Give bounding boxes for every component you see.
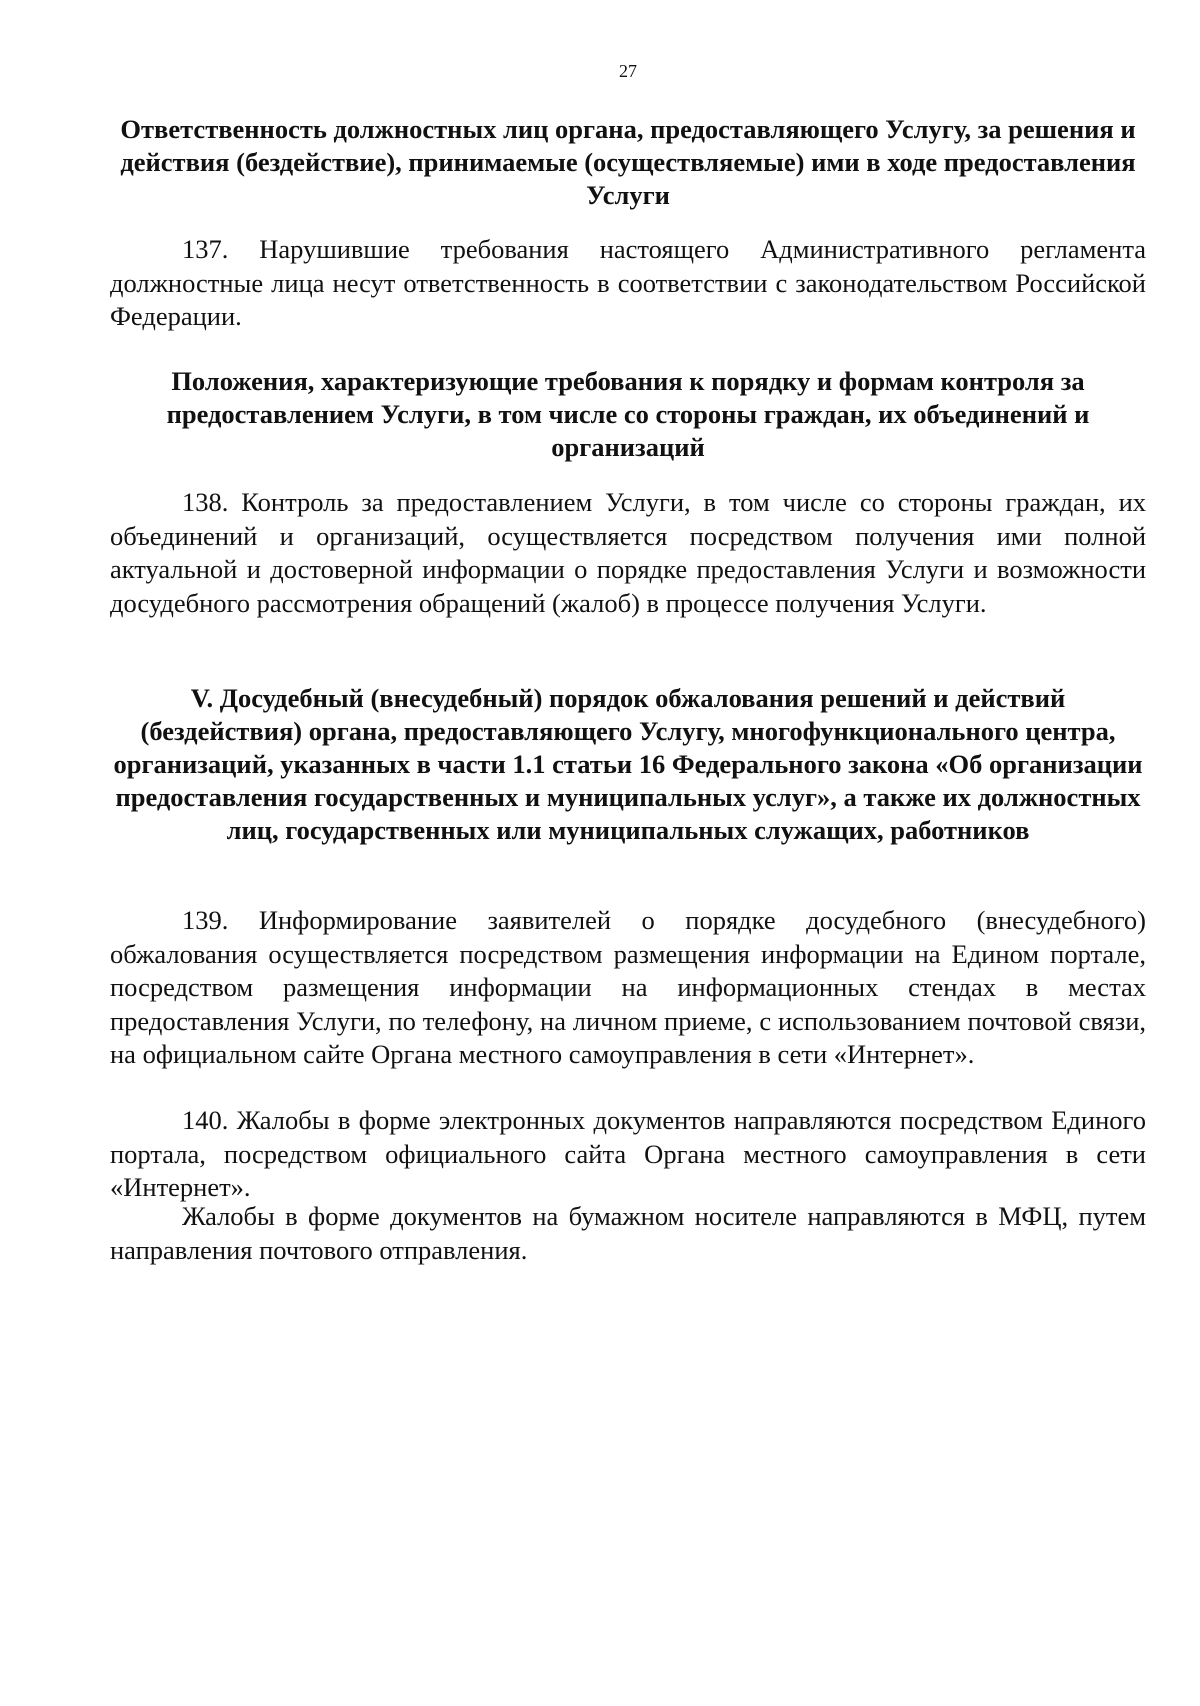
section-heading-appeal: V. Досудебный (внесудебный) порядок обжалования решений и действий (бездействия) органа, предоставляющего Услугу, многофункционального центра, организаций, указанных в части 1.1 статьи 16 Федерального закона «Об организации предоставления государственных и муниципальных услуг», а также их должностных лиц, государственных или муниципальных служащих, работников	[113, 683, 1143, 845]
paragraph-140-continued: Жалобы в форме документов на бумажном носителе направляются в МФЦ, путем направления почтового отправления.	[110, 1201, 1146, 1265]
section-heading-control: Положения, характеризующие требования к порядку и формам контроля за предоставлением Услуги, в том числе со стороны граждан, их объединений и организаций	[166, 366, 1090, 462]
page-number: 27	[619, 61, 637, 81]
paragraph-137: 137. Нарушившие требования настоящего Административного регламента должностные лица несут ответственность в соответствии с законодательством Российской Федерации.	[110, 234, 1146, 331]
paragraph-139: 139. Информирование заявителей о порядке досудебного (внесудебного) обжалования осуществляется посредством размещения информации на Едином портале, посредством размещения информации на информационных стендах в местах предоставления Услуги, по телефону, на личном приеме, с использованием почтовой связи, на официальном сайте Органа местного самоуправления в сети «Интернет».	[110, 905, 1146, 1069]
section-heading-responsibility: Ответственность должностных лиц органа, предоставляющего Услугу, за решения и действия (бездействие), принимаемые (осуществляемые) ими в ходе предоставления Услуги	[120, 114, 1136, 210]
paragraph-138: 138. Контроль за предоставлением Услуги, в том числе со стороны граждан, их объединений и организаций, осуществляется посредством получения ими полной актуальной и достоверной информации о порядке предоставления Услуги и возможности досудебного рассмотрения обращений (жалоб) в процессе получения Услуги.	[110, 487, 1146, 618]
paragraph-140: 140. Жалобы в форме электронных документов направляются посредством Единого портала, посредством официального сайта Органа местного самоуправления в сети «Интернет».	[110, 1105, 1146, 1202]
